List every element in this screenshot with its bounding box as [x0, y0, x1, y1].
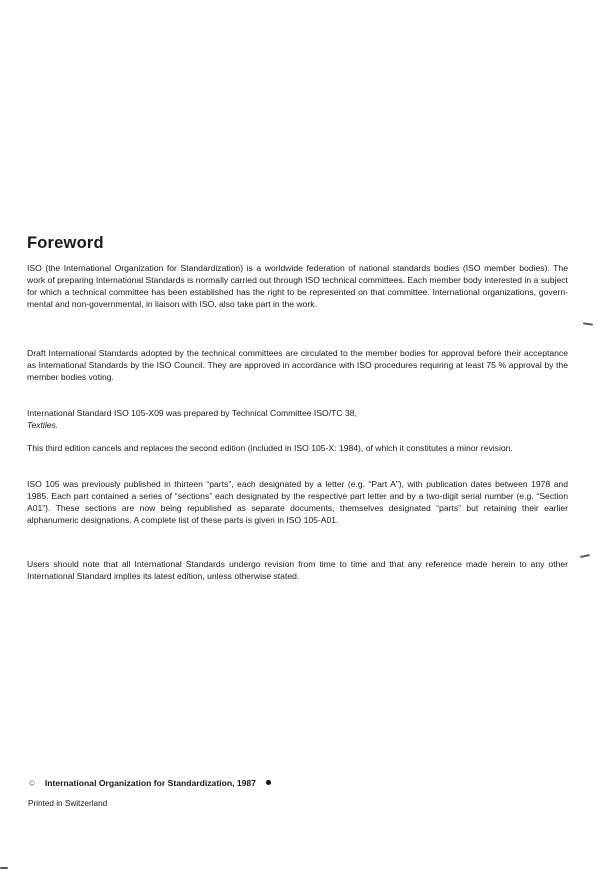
prepared-by-text: International Standard ISO 105-X09 was prepared by Technical Committee ISO/TC 38, — [27, 408, 357, 418]
paragraph-revision-note: Users should note that all International Standards undergo revision from time to time and that any reference made herein to any other International Standard implies its latest edition, unless otherwise stated. — [27, 559, 568, 581]
printed-in: Printed in Switzerland — [28, 799, 108, 808]
paragraph-iso105-history: ISO 105 was previously published in thirteen “parts”, each designated by a letter (e.g. “Part A”), with publication dates between 1978 and 1985. Each part contained a series of “sections” each designated by the respective part letter and by a two-digit serial number (e.g. “Section A01”). These sections are now being republished as separate documents, themselves designated “parts” but retaining their earlier alphanumeric designations. A complete list of these parts is given in ISO 105-A01. — [27, 479, 568, 525]
paragraph-edition: This third edition cancels and replaces the second edition (included in ISO 105-X: 1984), of which it constitutes a minor revision. — [27, 443, 513, 453]
paragraph-iso-intro: ISO (the International Organization for Standardization) is a worldwide federation of national standards bodies (ISO member bodies). The work of preparing International Standards is normally carried out through ISO technical committees. Each member body interested in a subject for which a technical committee has been established has the right to be represented on that committee. International organizations, govern-mental and non-governmental, in liaison with ISO, also take part in the work. — [27, 263, 568, 309]
copyright-icon: © — [29, 779, 35, 788]
paragraph-prepared-by — [27, 408, 568, 432]
copyright-line — [29, 778, 271, 788]
page-title: Foreword — [27, 234, 104, 252]
paragraph-draft-standards: Draft International Standards adopted by the technical committees are circulated to the member bodies for approval before their acceptance as International Standards by the ISO Council. They are approved in accordance with ISO procedures requiring at least 75 % approval by the member bodies voting. — [27, 348, 568, 382]
copyright-text: International Organization for Standardization, 1987 — [44, 778, 256, 788]
margin-mark — [580, 554, 590, 558]
margin-mark — [583, 322, 593, 325]
bullet-icon — [266, 780, 271, 785]
edge-mark — [0, 867, 8, 869]
committee-name: Textiles. — [27, 419, 59, 430]
